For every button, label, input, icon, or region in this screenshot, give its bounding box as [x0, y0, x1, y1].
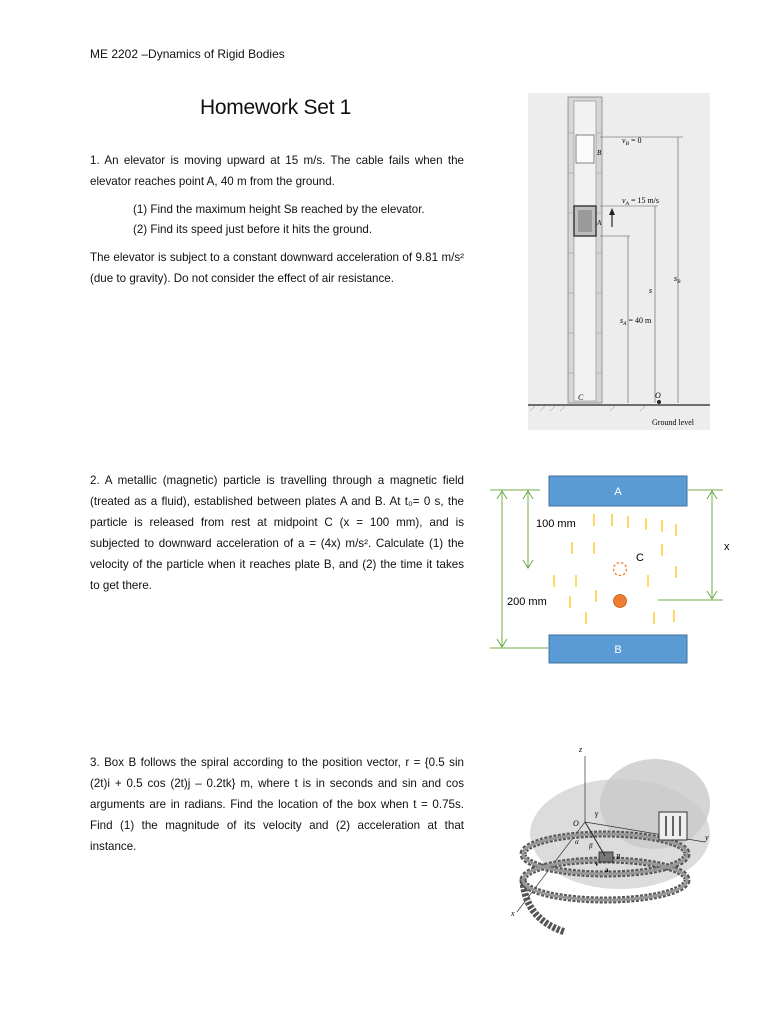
label-s: s [649, 286, 653, 295]
label-o: O [655, 391, 661, 400]
field-lines [554, 514, 676, 624]
dimension-lines [490, 490, 723, 648]
angle-beta: β [589, 842, 593, 850]
label-b: B [597, 149, 602, 157]
course-header: ME 2202 –Dynamics of Rigid Bodies [90, 47, 285, 61]
origin-o: O [573, 819, 579, 828]
label-x: x [724, 541, 730, 553]
elevator-figure [528, 93, 710, 430]
axis-x: x [511, 909, 515, 918]
axis-y: y [705, 833, 709, 842]
label-a: A [597, 219, 602, 227]
label-va: $v_A = 15$ m/s [622, 196, 660, 207]
label-c: C [578, 393, 584, 402]
ground-level-label: Ground level [652, 418, 694, 427]
problem-1-sub-2: (2) Find its speed just before it hits the ground. [133, 223, 373, 236]
problem-1-intro: 1. An elevator is moving upward at 15 m/s. The cable fails when the elevator reaches point A, 40 m from the ground. [90, 154, 464, 188]
page-title: Homework Set 1 [200, 96, 352, 119]
label-sb: $s_B$ [674, 274, 681, 285]
angle-gamma: γ [595, 809, 599, 818]
spiral-figure [505, 744, 715, 944]
problem-3-statement: 3. Box B follows the spiral according to the position vector, r = {0.5 sin (2t)i + 0.5 cos (2t)j – 0.2tk} m, where t is in seconds and sin and cos arguments are in radians. Find the location of the box when t = 0.75s. Find (1) the magnitude of its velocity and (2) acceleration at that instance. [90, 756, 464, 853]
problem-1-sub-1: (1) Find the maximum height Sʙ reached by the elevator. [133, 203, 425, 216]
label-v: v [595, 860, 599, 868]
magnetic-field-figure [488, 472, 750, 668]
plate-a-label: A [614, 486, 622, 498]
initial-particle-position [614, 563, 627, 576]
problem-1-subquestions [133, 200, 468, 240]
dim-200mm: 200 mm [507, 596, 547, 608]
label-b: B [616, 853, 621, 861]
problem-3-text [90, 752, 464, 857]
label-vb: $v_B = 0$ [622, 136, 642, 147]
angle-alpha: α [575, 838, 579, 846]
dim-100mm: 100 mm [536, 518, 576, 530]
label-c: C [636, 552, 644, 564]
particle [614, 595, 627, 608]
elevator-position-b [576, 135, 594, 163]
problem-2-text: 2. A metallic (magnetic) particle is travelling through a magnetic field (treated as a fluid), established between plates A and B. At t₀= 0 s, the particle is released from rest at midpoint C (x = 100 mm), and is subjected to downward acceleration of a = (4x) m/s². Calculate (1) the velocity of the particle when it reaches plate B, and (2) the time it takes to get there. [90, 474, 464, 592]
label-sa: $s_A = 40$ m [620, 316, 652, 327]
plate-b-label: B [614, 644, 622, 656]
problem-1-note: The elevator is subject to a constant downward acceleration of 9.81 m/s² (due to gravity). Do not consider the effect of air resistance. [90, 251, 464, 285]
box-b [599, 852, 613, 862]
axis-z: z [579, 745, 583, 754]
label-a: a [605, 866, 609, 874]
